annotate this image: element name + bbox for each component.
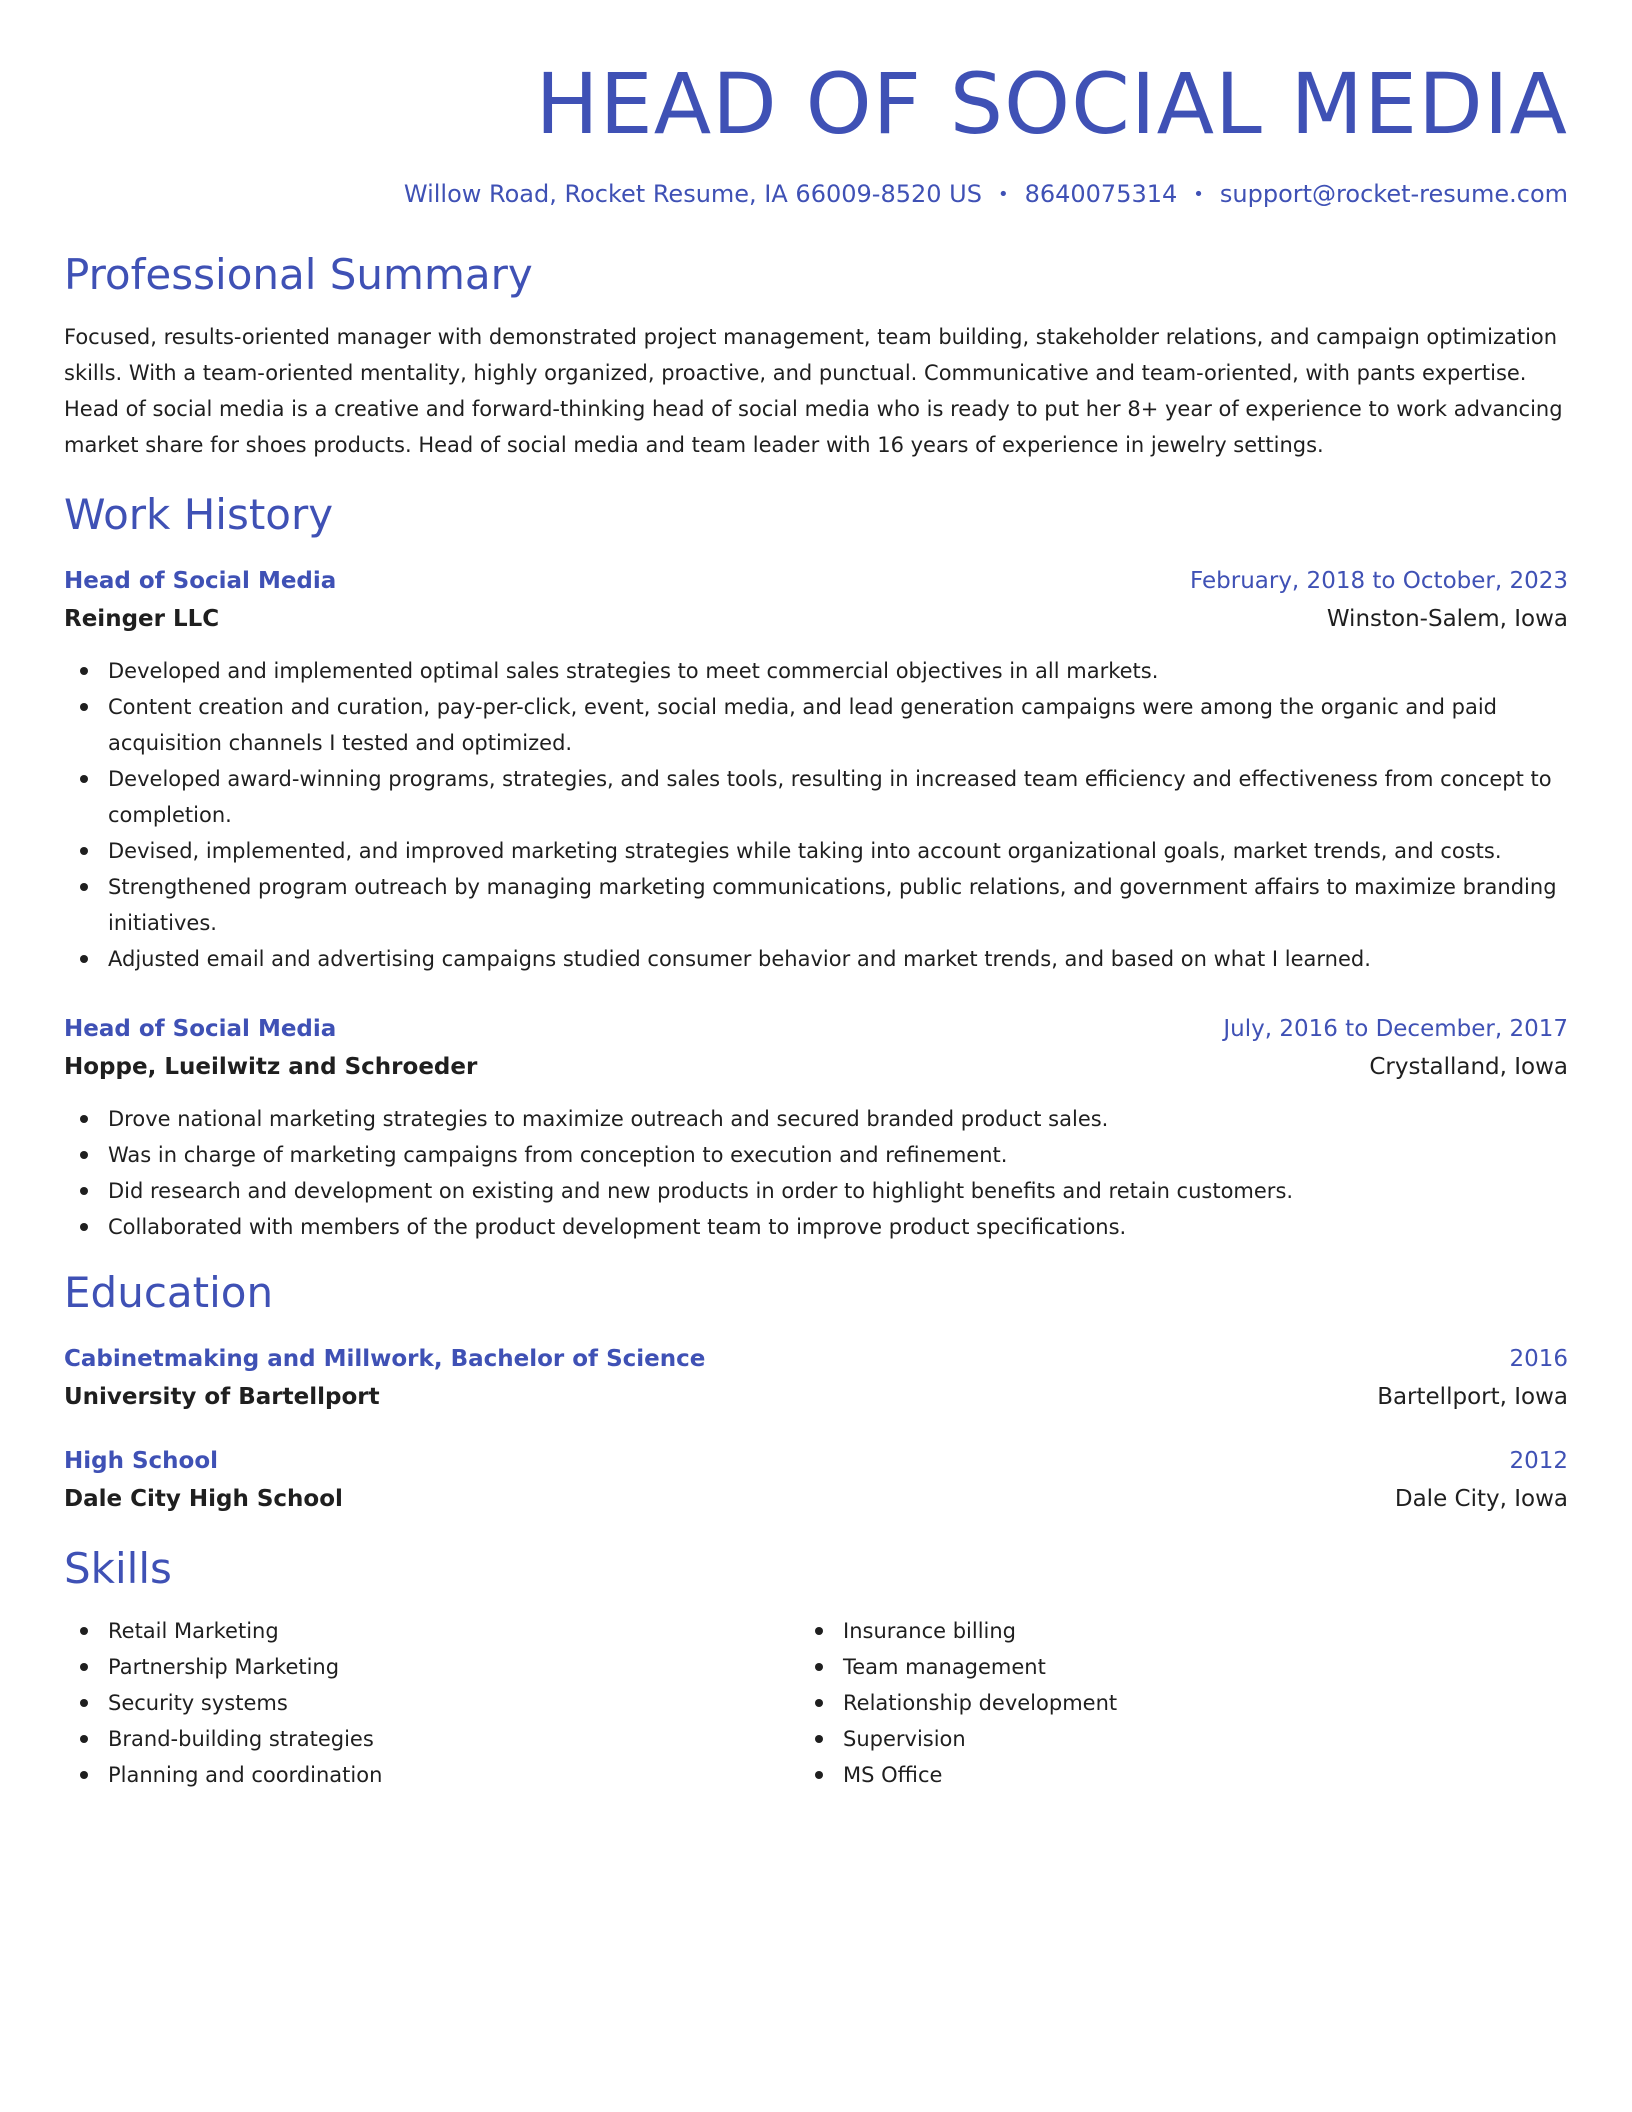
section-title-skills: Skills — [64, 1544, 172, 1593]
contact-email: support@rocket-resume.com — [1219, 180, 1568, 208]
skills-column-right — [799, 1613, 1534, 1793]
education-header-row — [64, 1341, 1568, 1377]
skill-item: Relationship development — [799, 1685, 1534, 1721]
job-header-row — [64, 563, 1568, 599]
summary-text: Focused, results-oriented manager with demonstrated project management, team building, stakeholder relations, and campaign optimization skills. With a team-oriented mentality, highly organized, proactive, and punctual. Communicative and team-oriented, with pants expertise. Head of social media is a creative and forward-thinking head of social media who is ready to put her 8+ year of experience to work advancing market share for shoes products. Head of social media and team leader with 16 years of experience in jewelry settings. — [64, 325, 1563, 457]
education-degree: High School — [64, 1448, 219, 1474]
job-entry — [64, 563, 1568, 977]
contact-line — [64, 178, 1568, 211]
job-header-row — [64, 1011, 1568, 1047]
education-year: 2016 — [1509, 1346, 1568, 1372]
section-title-work-history: Work History — [64, 490, 334, 539]
contact-address: Willow Road, Rocket Resume, IA 66009-8520 US — [403, 180, 982, 208]
job-role: Head of Social Media — [64, 568, 337, 594]
resume-title: HEAD OF SOCIAL MEDIA — [535, 55, 1568, 153]
education-school-row — [64, 1479, 1568, 1519]
education-location: Dale City, Iowa — [1394, 1486, 1568, 1512]
section-title-summary: Professional Summary — [64, 250, 533, 299]
skills-column-left — [64, 1613, 799, 1793]
separator-dot: • — [1193, 184, 1204, 205]
education-header-row — [64, 1443, 1568, 1479]
education-degree: Cabinetmaking and Millwork, Bachelor of Science — [64, 1346, 706, 1372]
education-entry — [64, 1443, 1568, 1519]
skill-item: Team management — [799, 1649, 1534, 1685]
job-company: Reinger LLC — [64, 606, 220, 632]
job-location: Winston-Salem, Iowa — [1326, 606, 1568, 632]
education-school-row — [64, 1377, 1568, 1417]
skill-item: Partnership Marketing — [64, 1649, 799, 1685]
skills-grid — [64, 1613, 1568, 1793]
job-bullet: Drove national marketing strategies to maximize outreach and secured branded product sales. — [64, 1101, 1568, 1137]
education-school: University of Bartellport — [64, 1384, 380, 1410]
skill-item: Planning and coordination — [64, 1757, 799, 1793]
skill-item: Supervision — [799, 1721, 1534, 1757]
education-entry — [64, 1341, 1568, 1417]
job-bullet: Devised, implemented, and improved marketing strategies while taking into account organizational goals, market trends, and costs. — [64, 833, 1568, 869]
education-school: Dale City High School — [64, 1486, 343, 1512]
job-dates: July, 2016 to December, 2017 — [1223, 1016, 1568, 1042]
job-bullet: Was in charge of marketing campaigns from conception to execution and refinement. — [64, 1137, 1568, 1173]
contact-phone: 8640075314 — [1024, 180, 1178, 208]
job-company: Hoppe, Lueilwitz and Schroeder — [64, 1054, 478, 1080]
job-bullet: Adjusted email and advertising campaigns studied consumer behavior and market trends, and based on what I learned. — [64, 941, 1568, 977]
job-company-row — [64, 1047, 1568, 1087]
job-dates: February, 2018 to October, 2023 — [1190, 568, 1568, 594]
separator-dot: • — [997, 184, 1009, 205]
section-title-education: Education — [64, 1268, 274, 1317]
job-location: Crystalland, Iowa — [1369, 1054, 1568, 1080]
job-bullet: Collaborated with members of the product development team to improve product specifications. — [64, 1209, 1568, 1245]
skill-item: Insurance billing — [799, 1613, 1534, 1649]
education-year: 2012 — [1509, 1448, 1568, 1474]
job-company-row — [64, 599, 1568, 639]
skills-list — [799, 1613, 1534, 1793]
job-role: Head of Social Media — [64, 1016, 337, 1042]
skill-item: Brand-building strategies — [64, 1721, 799, 1757]
job-bullet: Developed award-winning programs, strategies, and sales tools, resulting in increased team efficiency and effectiveness from concept to completion. — [64, 761, 1568, 833]
skill-item: Security systems — [64, 1685, 799, 1721]
job-bullets — [64, 1101, 1568, 1245]
job-bullet: Did research and development on existing and new products in order to highlight benefits and retain customers. — [64, 1173, 1568, 1209]
job-bullet: Strengthened program outreach by managing marketing communications, public relations, and government affairs to maximize branding initiatives. — [64, 869, 1568, 941]
skill-item: MS Office — [799, 1757, 1534, 1793]
skills-list — [64, 1613, 799, 1793]
skill-item: Retail Marketing — [64, 1613, 799, 1649]
education-location: Bartellport, Iowa — [1377, 1384, 1568, 1410]
job-entry — [64, 1011, 1568, 1245]
job-bullets — [64, 653, 1568, 977]
job-bullet: Content creation and curation, pay-per-click, event, social media, and lead generation campaigns were among the organic and paid acquisition channels I tested and optimized. — [64, 689, 1568, 761]
job-bullet: Developed and implemented optimal sales strategies to meet commercial objectives in all markets. — [64, 653, 1568, 689]
